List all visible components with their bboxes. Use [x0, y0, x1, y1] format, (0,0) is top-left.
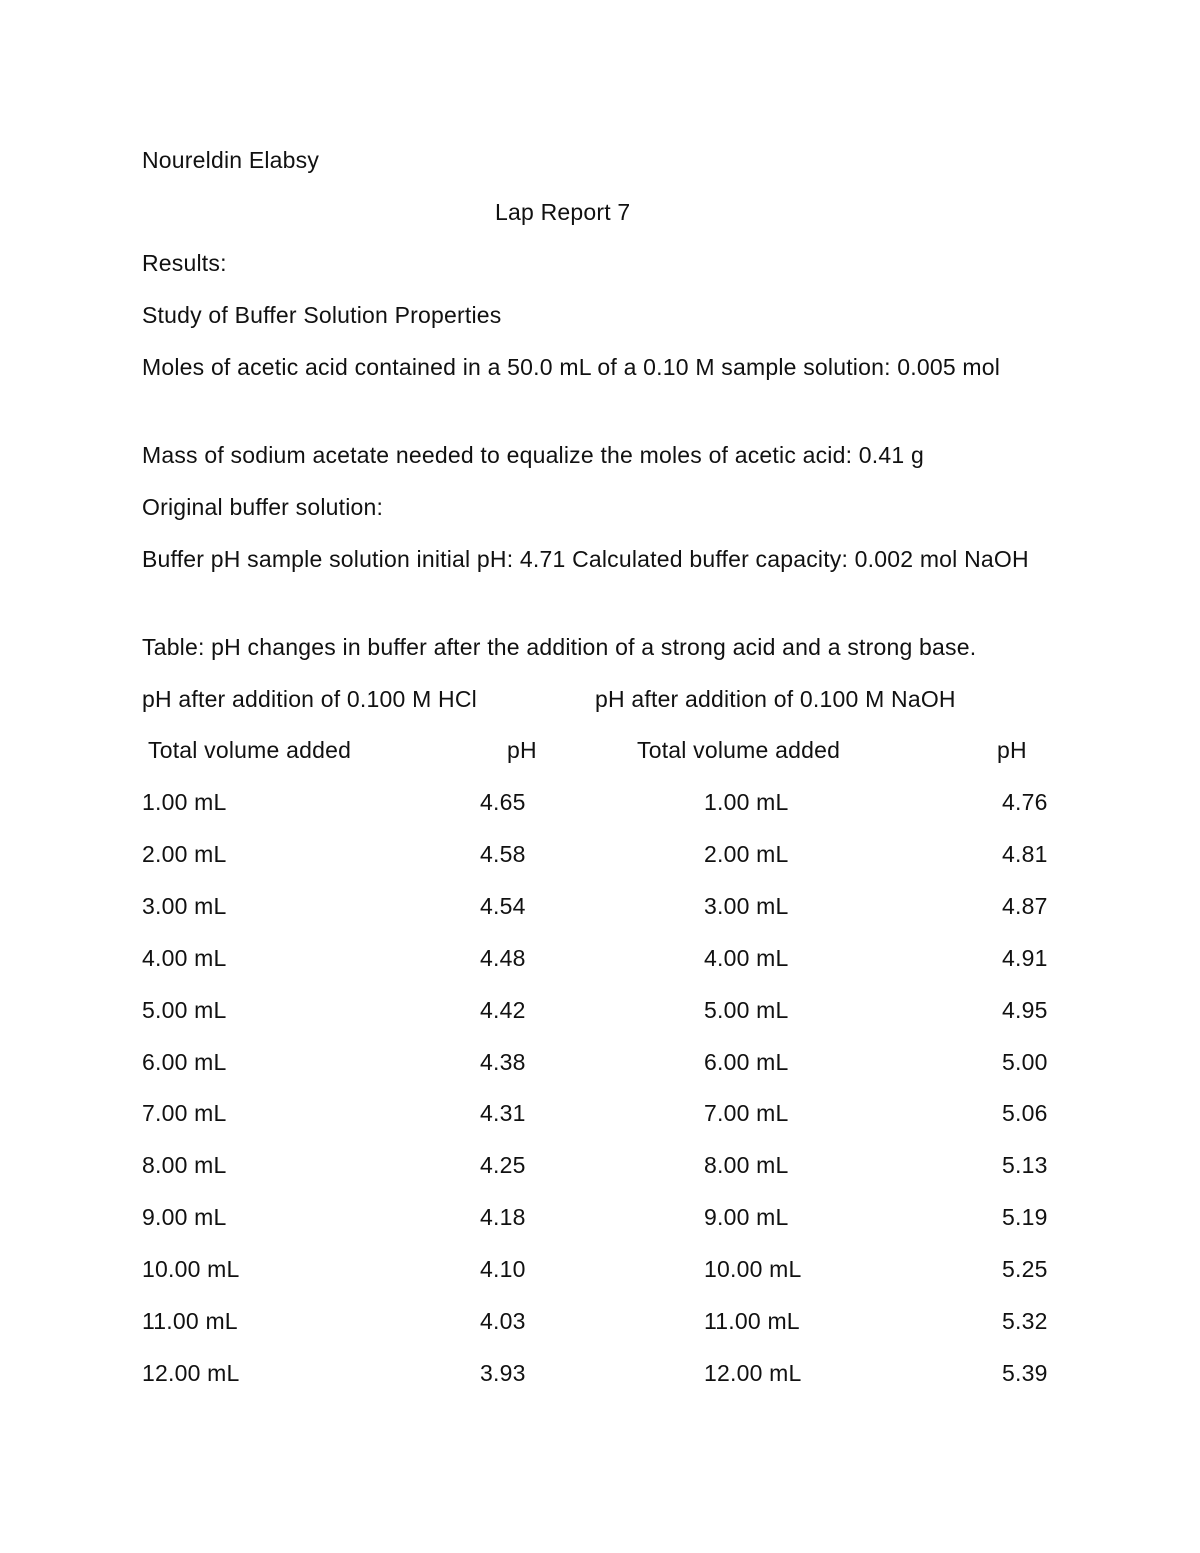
- hcl-volume-cell: 8.00 mL: [142, 1152, 227, 1178]
- naoh-ph-cell: 5.19: [1002, 1204, 1048, 1230]
- naoh-volume-cell: 8.00 mL: [704, 1152, 789, 1178]
- table-header-ph-hcl: pH: [507, 737, 537, 763]
- hcl-volume-cell: 11.00 mL: [142, 1308, 238, 1334]
- hcl-ph-cell: 4.54: [480, 893, 526, 919]
- naoh-volume-cell: 4.00 mL: [704, 945, 789, 971]
- table-group-naoh: pH after addition of 0.100 M NaOH: [595, 686, 956, 712]
- buffer-ph-line: Buffer pH sample solution initial pH: 4.71 Calculated buffer capacity: 0.002 mol NaOH: [142, 546, 1029, 572]
- naoh-volume-cell: 10.00 mL: [704, 1256, 802, 1282]
- hcl-volume-cell: 12.00 mL: [142, 1360, 240, 1386]
- hcl-volume-cell: 6.00 mL: [142, 1049, 227, 1075]
- hcl-ph-cell: 4.03: [480, 1308, 526, 1334]
- naoh-volume-cell: 12.00 mL: [704, 1360, 802, 1386]
- naoh-ph-cell: 4.87: [1002, 893, 1048, 919]
- table-header-volume-hcl: Total volume added: [148, 737, 352, 763]
- naoh-ph-cell: 5.06: [1002, 1100, 1048, 1126]
- mass-line: Mass of sodium acetate needed to equalize the moles of acetic acid: 0.41 g: [142, 442, 924, 468]
- table-row: [0, 1252, 1200, 1286]
- naoh-ph-cell: 5.25: [1002, 1256, 1048, 1282]
- table-row: [0, 1200, 1200, 1234]
- table-row: [0, 1148, 1200, 1182]
- table-row: [0, 1304, 1200, 1338]
- hcl-ph-cell: 4.48: [480, 945, 526, 971]
- hcl-ph-cell: 4.18: [480, 1204, 526, 1230]
- naoh-ph-cell: 5.00: [1002, 1049, 1048, 1075]
- hcl-volume-cell: 5.00 mL: [142, 997, 227, 1023]
- naoh-ph-cell: 4.81: [1002, 841, 1048, 867]
- results-heading: Results:: [142, 250, 227, 276]
- hcl-ph-cell: 4.31: [480, 1100, 526, 1126]
- hcl-ph-cell: 4.58: [480, 841, 526, 867]
- hcl-ph-cell: 4.65: [480, 789, 526, 815]
- table-group-hcl: pH after addition of 0.100 M HCl: [142, 686, 477, 712]
- naoh-ph-cell: 5.39: [1002, 1360, 1048, 1386]
- naoh-volume-cell: 3.00 mL: [704, 893, 789, 919]
- table-row: [0, 1096, 1200, 1130]
- hcl-volume-cell: 1.00 mL: [142, 789, 227, 815]
- naoh-volume-cell: 11.00 mL: [704, 1308, 800, 1334]
- naoh-volume-cell: 1.00 mL: [704, 789, 789, 815]
- table-caption: Table: pH changes in buffer after the addition of a strong acid and a strong base.: [142, 634, 977, 660]
- hcl-volume-cell: 2.00 mL: [142, 841, 227, 867]
- naoh-volume-cell: 9.00 mL: [704, 1204, 789, 1230]
- table-header-volume-naoh: Total volume added: [637, 737, 841, 763]
- table-row: [0, 837, 1200, 871]
- table-row: [0, 889, 1200, 923]
- table-row: [0, 941, 1200, 975]
- table-row: [0, 993, 1200, 1027]
- hcl-ph-cell: 4.42: [480, 997, 526, 1023]
- table-row: [0, 785, 1200, 819]
- moles-line: Moles of acetic acid contained in a 50.0 mL of a 0.10 M sample solution: 0.005 mol: [142, 354, 1001, 380]
- naoh-ph-cell: 4.91: [1002, 945, 1048, 971]
- hcl-volume-cell: 3.00 mL: [142, 893, 227, 919]
- hcl-volume-cell: 10.00 mL: [142, 1256, 240, 1282]
- naoh-volume-cell: 7.00 mL: [704, 1100, 789, 1126]
- naoh-ph-cell: 5.32: [1002, 1308, 1048, 1334]
- table-header-ph-naoh: pH: [997, 737, 1027, 763]
- naoh-volume-cell: 5.00 mL: [704, 997, 789, 1023]
- hcl-volume-cell: 4.00 mL: [142, 945, 227, 971]
- hcl-ph-cell: 3.93: [480, 1360, 526, 1386]
- naoh-ph-cell: 5.13: [1002, 1152, 1048, 1178]
- hcl-ph-cell: 4.25: [480, 1152, 526, 1178]
- report-title: Lap Report 7: [495, 199, 631, 225]
- hcl-volume-cell: 9.00 mL: [142, 1204, 227, 1230]
- table-row: [0, 1356, 1200, 1390]
- original-buffer-label: Original buffer solution:: [142, 494, 384, 520]
- author-name: Noureldin Elabsy: [142, 147, 320, 173]
- hcl-volume-cell: 7.00 mL: [142, 1100, 227, 1126]
- hcl-ph-cell: 4.38: [480, 1049, 526, 1075]
- section-title: Study of Buffer Solution Properties: [142, 302, 502, 328]
- naoh-volume-cell: 6.00 mL: [704, 1049, 789, 1075]
- table-row: [0, 1045, 1200, 1079]
- hcl-ph-cell: 4.10: [480, 1256, 526, 1282]
- naoh-ph-cell: 4.76: [1002, 789, 1048, 815]
- naoh-volume-cell: 2.00 mL: [704, 841, 789, 867]
- naoh-ph-cell: 4.95: [1002, 997, 1048, 1023]
